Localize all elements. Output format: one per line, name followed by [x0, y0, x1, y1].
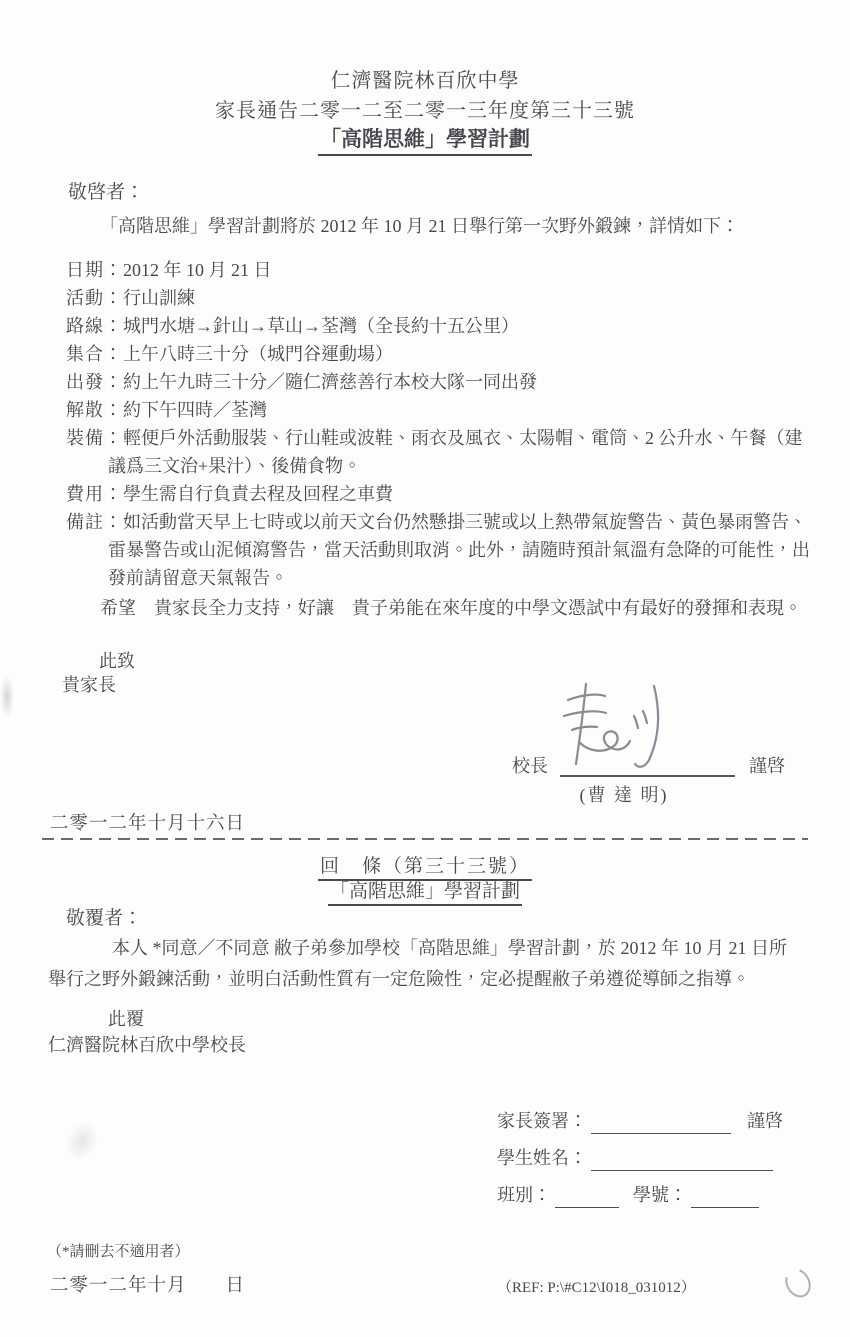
document-title [0, 123, 850, 156]
detail-value: 約上午九時三十分／隨仁濟慈善行本校大隊一同出發 [123, 372, 537, 392]
reply-slip-subtitle [0, 876, 850, 906]
reply-salutation: 敬覆者： [66, 908, 143, 929]
detail-value: 上午八時三十分（城門谷運動場） [123, 344, 393, 364]
student-name-blank [591, 1148, 773, 1171]
detail-value: 輕便戶外活動服裝、行山鞋或波鞋、雨衣及風衣、太陽帽、電筒、2 公升水、午餐（建議爲三文治+果汁）、後備食物。 [108, 428, 803, 476]
pen-circle-mark [780, 1264, 815, 1302]
student-no-blank [691, 1185, 759, 1208]
detail-label: 集合： [66, 344, 123, 364]
detail-value: 2012 年 10 月 21 日 [123, 260, 272, 280]
reply-fill-in-fields [497, 1108, 783, 1219]
reply-slip-title-text: 回 條（第三十三號） [318, 851, 532, 881]
valediction: 此致 [99, 651, 135, 671]
detail-row-remarks [66, 508, 810, 592]
detail-row-route [66, 312, 810, 340]
notice-number: 家長通告二零一二至二零一三年度第三十三號 [215, 100, 635, 122]
parent-signature-suffix: 謹啓 [747, 1111, 783, 1131]
detail-value: 約下午四時／荃灣 [123, 400, 267, 420]
reply-slip-subtitle-text: 「高階思維」學習計劃 [328, 876, 522, 906]
detail-row-date [66, 256, 810, 284]
student-name-label: 學生姓名： [497, 1148, 587, 1168]
detail-label: 出發： [66, 372, 123, 392]
class-label: 班別： [497, 1185, 551, 1205]
letter-date: 二零一二年十月十六日 [50, 814, 246, 834]
class-blank [555, 1185, 619, 1208]
detail-value: 行山訓練 [123, 288, 195, 308]
parent-signature-blank [591, 1111, 731, 1134]
cut-line-separator [42, 838, 808, 840]
school-name: 仁濟醫院林百欣中學 [330, 70, 520, 92]
signature-rule-line [560, 757, 735, 777]
detail-label: 活動： [66, 288, 123, 308]
parent-signature-label: 家長簽署： [497, 1111, 587, 1131]
detail-label: 費用： [66, 484, 123, 504]
detail-label: 路線： [66, 316, 123, 336]
principal-signature-row [512, 752, 785, 778]
principal-name: (曹 達 明) [579, 785, 669, 805]
detail-value: 如活動當天早上七時或以前天文台仍然懸掛三號或以上熱帶氣旋警告、黃色暴雨警告、雷暴警告或山泥傾瀉警告，當天活動則取消。此外，請隨時預計氣溫有急降的可能性，出發前請留意天氣報告。 [108, 512, 810, 588]
detail-row-fee [66, 480, 810, 508]
detail-row-dismissal [66, 396, 810, 424]
appeal-paragraph: 希望 貴家長全力支持，好讓 貴子弟能在來年度的中學文憑試中有最好的發揮和表現。 [100, 598, 802, 618]
signer-suffix: 謹啓 [749, 756, 785, 776]
reply-valediction: 此覆 [108, 1009, 144, 1029]
activity-details [66, 256, 810, 592]
reply-addressee: 仁濟醫院林百欣中學校長 [48, 1035, 246, 1055]
detail-label: 裝備： [66, 428, 123, 448]
delete-where-inapplicable-note: （*請刪去不適用者） [47, 1244, 190, 1260]
student-name-row [497, 1145, 783, 1171]
reply-date-line: 二零一二年十月 日 [50, 1276, 246, 1296]
detail-label: 日期： [66, 260, 123, 280]
scan-smudge [50, 1106, 114, 1177]
class-number-row [497, 1182, 783, 1208]
scan-smudge [0, 676, 14, 718]
detail-label: 解散： [66, 400, 123, 420]
detail-label: 備註： [66, 512, 123, 532]
document-title-text: 「高階思維」學習計劃 [318, 123, 532, 156]
salutation: 敬啓者： [68, 182, 145, 203]
intro-paragraph: 「高階思維」學習計劃將於 2012 年 10 月 21 日舉行第一次野外鍛鍊，詳情如下： [100, 216, 739, 236]
reply-body-paragraph: 本人 *同意／不同意 敝子弟參加學校「高階思維」學習計劃，於 2012 年 10 月 21 日所舉行之野外鍛鍊活動，並明白活動性質有一定危險性，定必提醒敝子弟遵從導師之指導。 [48, 938, 787, 989]
detail-value: 城門水塘→針山→草山→荃灣（全長約十五公里） [123, 316, 519, 336]
detail-value: 學生需自行負責去程及回程之車費 [123, 484, 393, 504]
detail-row-assembly [66, 340, 810, 368]
detail-row-departure [66, 368, 810, 396]
student-no-label: 學號： [633, 1185, 687, 1205]
signer-role-label: 校長 [512, 756, 548, 776]
detail-row-equipment [66, 424, 810, 480]
file-reference: （REF: P:\#C12\I018_031012） [497, 1280, 696, 1296]
parent-signature-row [497, 1108, 783, 1134]
addressee: 貴家長 [62, 675, 116, 695]
detail-row-activity [66, 284, 810, 312]
